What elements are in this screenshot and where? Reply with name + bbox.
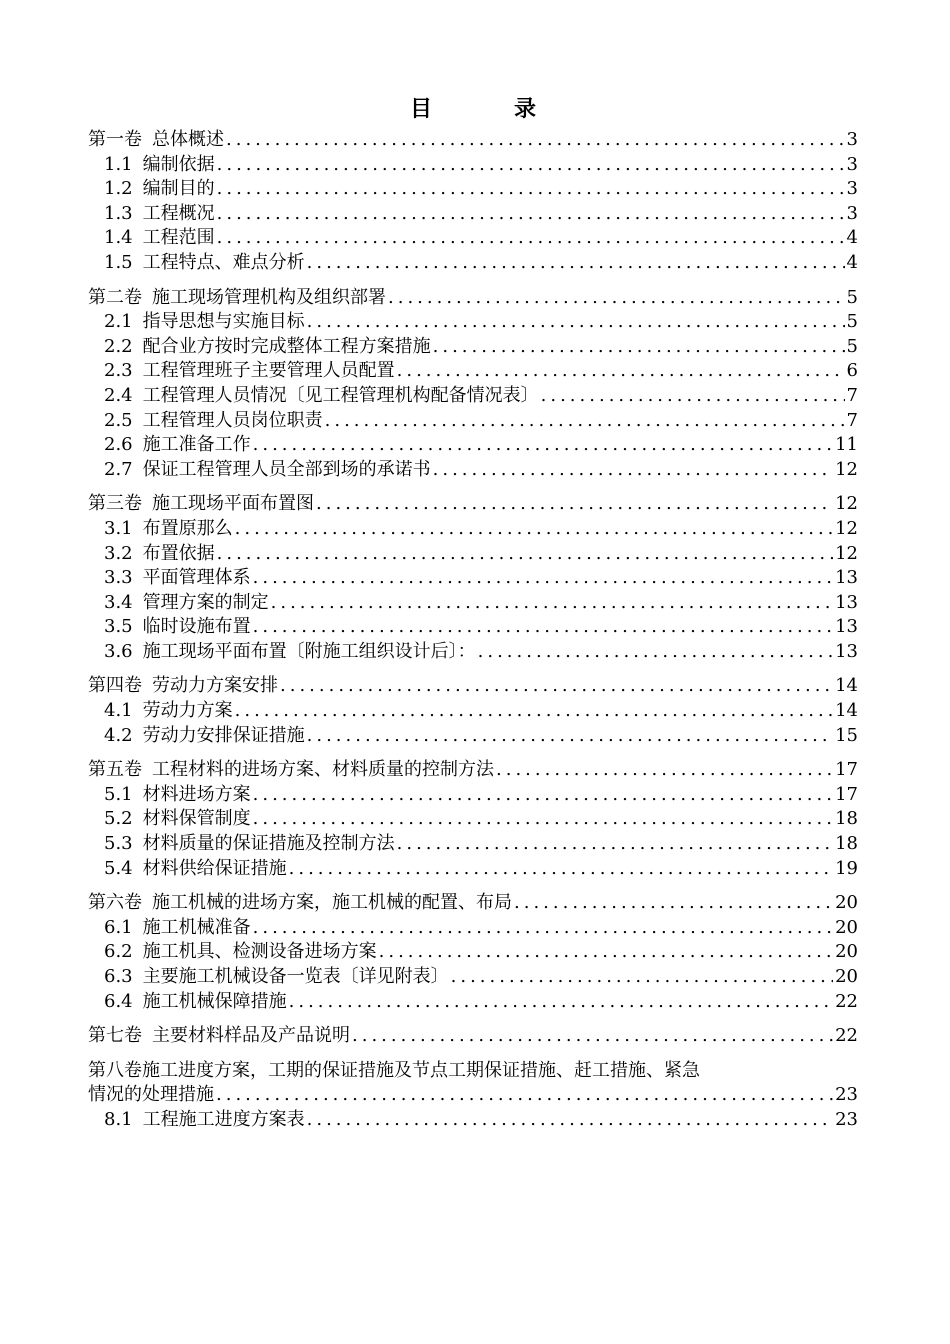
page-number: 14 <box>835 675 858 697</box>
toc-section-entry[interactable] <box>88 542 858 567</box>
dot-leader <box>217 226 845 251</box>
entry-title: 工程概况 <box>142 202 215 224</box>
page-number: 17 <box>835 783 858 805</box>
toc-section-entry[interactable] <box>88 384 858 409</box>
toc-section-entry[interactable] <box>88 699 858 724</box>
page-number: 3 <box>846 202 858 224</box>
entry-title: 劳动力方案安排 <box>152 675 278 697</box>
toc-section-entry[interactable] <box>88 807 858 832</box>
entry-title: 施工准备工作 <box>142 434 251 456</box>
entry-title: 施工机械保障措施 <box>142 990 287 1012</box>
page-number: 13 <box>835 616 858 638</box>
dot-leader <box>433 458 833 483</box>
entry-number: 1.2 <box>104 178 133 200</box>
entry-number: 5.2 <box>104 808 133 830</box>
entry-number: 2.6 <box>104 434 133 456</box>
dot-leader <box>217 153 845 178</box>
entry-number: 5.4 <box>104 857 133 879</box>
dot-leader <box>253 916 833 941</box>
toc-chapter-entry[interactable] <box>88 286 858 311</box>
entry-number: 第二卷 <box>88 286 142 308</box>
dot-leader <box>397 359 845 384</box>
entry-number: 6.1 <box>104 916 133 938</box>
entry-title: 指导思想与实施目标 <box>142 311 305 333</box>
entry-title-line2 <box>88 1083 858 1108</box>
dot-leader <box>352 1024 833 1049</box>
entry-title: 布置依据 <box>142 542 215 564</box>
entry-number: 8.1 <box>104 1108 133 1130</box>
page-number: 14 <box>835 700 858 722</box>
entry-title: 管理方案的制定 <box>142 591 269 613</box>
dot-leader <box>316 492 833 517</box>
page-number: 5 <box>846 286 858 308</box>
entry-title: 工程范围 <box>142 227 215 249</box>
entry-title: 工程特点、难点分析 <box>142 251 305 273</box>
dot-leader <box>253 433 833 458</box>
page-number: 7 <box>846 384 858 406</box>
page-number: 12 <box>835 493 858 515</box>
dot-leader <box>307 251 845 276</box>
dot-leader <box>541 384 845 409</box>
toc-list <box>88 128 858 1133</box>
entry-title: 工程管理人员岗位职责 <box>142 409 323 431</box>
entry-title: 施工现场平面布置〔附施工组织设计后〕： <box>142 640 476 662</box>
toc-section-entry[interactable] <box>88 177 858 202</box>
toc-chapter-entry[interactable] <box>88 674 858 699</box>
dot-leader <box>280 674 833 699</box>
toc-section-entry[interactable] <box>88 335 858 360</box>
entry-number: 1.1 <box>104 153 133 175</box>
toc-section-entry[interactable] <box>88 990 858 1015</box>
entry-number: 5.3 <box>104 833 133 855</box>
dot-leader <box>496 758 833 783</box>
entry-number: 3.1 <box>104 517 133 539</box>
toc-chapter-entry[interactable] <box>88 128 858 153</box>
entry-title: 施工机械的进场方案，施工机械的配置、布局 <box>152 892 512 914</box>
page-number: 20 <box>835 892 858 914</box>
toc-section-entry[interactable] <box>88 832 858 857</box>
toc-section-entry[interactable] <box>88 965 858 990</box>
entry-title: 编制依据 <box>142 153 215 175</box>
toc-section-entry[interactable] <box>88 783 858 808</box>
entry-number: 6.3 <box>104 966 133 987</box>
entry-title: 主要材料样品及产品说明 <box>152 1025 350 1047</box>
page-number: 5 <box>846 311 858 333</box>
page-number: 12 <box>835 517 858 539</box>
entry-number: 第六卷 <box>88 892 142 914</box>
entry-number: 3.4 <box>104 591 133 613</box>
entry-title: 工程施工进度方案表 <box>142 1108 305 1130</box>
entry-title: 施工进度方案，工期的保证措施及节点工期保证措施、赶工措施、紧急 <box>142 1059 700 1081</box>
entry-number: 第三卷 <box>88 493 142 515</box>
entry-title: 施工机械准备 <box>142 916 251 938</box>
entry-number: 2.3 <box>104 360 133 382</box>
page-number: 11 <box>835 434 858 456</box>
page-number: 23 <box>835 1084 858 1106</box>
page-number: 22 <box>835 1025 858 1047</box>
entry-title: 主要施工机械设备一览表〔详见附表〕 <box>142 966 449 987</box>
page-number: 5 <box>846 335 858 357</box>
entry-number: 第一卷 <box>88 129 142 150</box>
toc-chapter-entry[interactable] <box>88 492 858 517</box>
entry-number: 1.3 <box>104 202 133 224</box>
entry-title: 材料质量的保证措施及控制方法 <box>142 833 395 855</box>
toc-section-entry[interactable] <box>88 1108 858 1133</box>
dot-leader <box>217 177 845 202</box>
dot-leader <box>307 1108 833 1133</box>
page-number: 3 <box>846 129 858 150</box>
page-number: 23 <box>835 1108 858 1130</box>
entry-number: 1.4 <box>104 227 133 249</box>
toc-title: 目 录 <box>409 96 566 122</box>
dot-leader <box>253 807 833 832</box>
page-number: 3 <box>846 178 858 200</box>
entry-title: 施工机具、检测设备进场方案 <box>142 941 377 963</box>
dot-leader <box>397 832 833 857</box>
entry-number: 5.1 <box>104 783 133 805</box>
toc-section-entry[interactable] <box>88 724 858 749</box>
dot-leader <box>253 783 833 808</box>
toc-section-entry[interactable] <box>88 640 858 665</box>
toc-section-entry[interactable] <box>88 857 858 882</box>
page-number: 12 <box>835 458 858 480</box>
dot-leader <box>307 724 833 749</box>
page-number: 17 <box>835 759 858 781</box>
entry-number: 第四卷 <box>88 675 142 697</box>
entry-number: 4.1 <box>104 700 133 722</box>
toc-section-entry[interactable] <box>88 566 858 591</box>
toc-section-entry[interactable] <box>88 202 858 227</box>
page-number: 15 <box>835 724 858 746</box>
entry-number: 4.2 <box>104 724 133 746</box>
entry-title-continued: 情况的处理措施 <box>88 1084 214 1106</box>
entry-title: 劳动力方案 <box>142 700 233 722</box>
page-number: 20 <box>835 941 858 963</box>
page-number: 18 <box>835 808 858 830</box>
toc-section-entry[interactable] <box>88 153 858 178</box>
entry-number: 2.1 <box>104 311 133 333</box>
dot-leader <box>433 335 845 360</box>
entry-title: 临时设施布置 <box>142 616 251 638</box>
entry-title: 施工现场管理机构及组织部署 <box>152 286 386 308</box>
dot-leader <box>235 699 833 724</box>
toc-section-entry[interactable] <box>88 517 858 542</box>
toc-chapter-entry[interactable] <box>88 1024 858 1049</box>
entry-title: 布置原那么 <box>142 517 233 539</box>
page-number: 22 <box>835 990 858 1012</box>
toc-section-entry[interactable] <box>88 940 858 965</box>
dot-leader <box>307 310 845 335</box>
entry-number: 1.5 <box>104 251 133 273</box>
page-number: 4 <box>846 227 858 249</box>
toc-section-entry[interactable] <box>88 359 858 384</box>
toc-section-entry[interactable] <box>88 458 858 483</box>
entry-number: 6.2 <box>104 941 133 963</box>
entry-number: 3.2 <box>104 542 133 564</box>
entry-title: 材料进场方案 <box>142 783 251 805</box>
page-number: 13 <box>835 640 858 662</box>
page-number: 4 <box>846 251 858 273</box>
entry-title: 材料保管制度 <box>142 808 251 830</box>
page-number: 13 <box>835 567 858 589</box>
entry-number: 2.4 <box>104 384 133 406</box>
dot-leader <box>253 615 833 640</box>
page-number: 12 <box>835 542 858 564</box>
toc-page <box>88 92 858 1133</box>
dot-leader <box>217 542 833 567</box>
toc-section-entry[interactable] <box>88 226 858 251</box>
entry-number: 3.3 <box>104 567 133 589</box>
dot-leader <box>235 517 833 542</box>
entry-number: 3.5 <box>104 616 133 638</box>
entry-title: 配合业方按时完成整体工程方案措施 <box>142 335 431 357</box>
dot-leader <box>514 891 833 916</box>
entry-number: 第七卷 <box>88 1025 142 1047</box>
entry-title: 编制目的 <box>142 178 215 200</box>
dot-leader <box>451 965 833 990</box>
entry-number: 3.6 <box>104 640 133 662</box>
dot-leader <box>379 940 833 965</box>
entry-title: 工程管理班子主要管理人员配置 <box>142 360 395 382</box>
entry-title: 施工现场平面布置图 <box>152 493 314 515</box>
entry-number: 2.2 <box>104 335 133 357</box>
entry-title: 工程管理人员情况〔见工程管理机构配备情况表〕 <box>142 384 539 406</box>
toc-section-entry[interactable] <box>88 591 858 616</box>
dot-leader <box>289 857 833 882</box>
entry-title: 平面管理体系 <box>142 567 251 589</box>
page-number: 6 <box>846 360 858 382</box>
entry-number: 6.4 <box>104 990 133 1012</box>
toc-chapter-entry[interactable] <box>88 758 858 783</box>
entry-number: 2.7 <box>104 458 133 480</box>
dot-leader <box>325 409 845 434</box>
page-number: 18 <box>835 833 858 855</box>
dot-leader <box>216 1083 833 1108</box>
toc-chapter-entry[interactable] <box>88 891 858 916</box>
entry-title: 工程材料的进场方案、材料质量的控制方法 <box>152 759 494 781</box>
page-number: 3 <box>846 153 858 175</box>
page-number: 13 <box>835 591 858 613</box>
dot-leader <box>226 128 845 153</box>
toc-section-entry[interactable] <box>88 310 858 335</box>
dot-leader <box>478 640 833 665</box>
page-number: 20 <box>835 916 858 938</box>
toc-section-entry[interactable] <box>88 409 858 434</box>
dot-leader <box>289 990 833 1015</box>
page-number: 7 <box>846 409 858 431</box>
dot-leader <box>217 202 845 227</box>
dot-leader <box>253 566 833 591</box>
toc-section-entry[interactable] <box>88 433 858 458</box>
entry-number: 2.5 <box>104 409 133 431</box>
entry-title: 保证工程管理人员全部到场的承诺书 <box>142 458 431 480</box>
entry-title: 劳动力安排保证措施 <box>142 724 305 746</box>
dot-leader <box>271 591 833 616</box>
entry-number: 第五卷 <box>88 759 142 781</box>
page-number: 19 <box>835 857 858 879</box>
entry-title: 材料供给保证措施 <box>142 857 287 879</box>
dot-leader <box>388 286 845 311</box>
toc-section-entry[interactable] <box>88 916 858 941</box>
page-number: 20 <box>835 966 858 987</box>
toc-section-entry[interactable] <box>88 615 858 640</box>
toc-section-entry[interactable] <box>88 251 858 276</box>
toc-chapter-entry[interactable] <box>88 1059 858 1108</box>
entry-number: 第八卷 <box>88 1059 142 1081</box>
entry-title-line1 <box>88 1059 858 1084</box>
entry-title: 总体概述 <box>152 129 224 150</box>
